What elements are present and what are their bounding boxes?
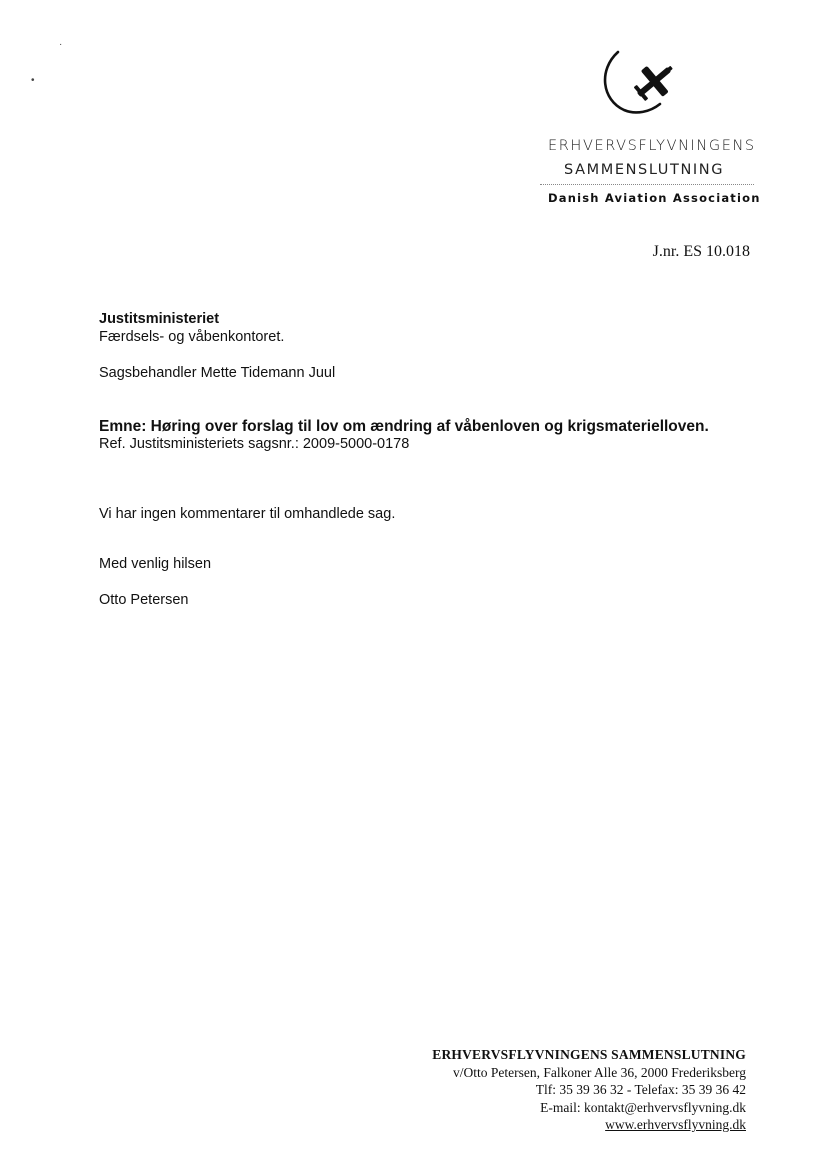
case-handler: Sagsbehandler Mette Tidemann Juul [99, 365, 336, 381]
scan-speck: · [59, 39, 63, 50]
letterhead-logo [540, 48, 761, 208]
subject-title: Emne: Høring over forslag til lov om ændring af våbenloven og krigsmaterielloven. [99, 418, 709, 435]
letter-body: Vi har ingen kommentarer til omhandlede sag. [99, 506, 396, 522]
footer-address: v/Otto Petersen, Falkoner Alle 36, 2000 Frederiksberg [453, 1064, 746, 1080]
journal-number: J.nr. ES 10.018 [652, 243, 750, 260]
footer-phone: Tlf: 35 39 36 32 - Telefax: 35 39 36 42 [535, 1082, 746, 1097]
footer-website-link[interactable]: www.erhvervsflyvning.dk [605, 1117, 746, 1132]
org-english-name: Danish Aviation Association [548, 191, 761, 205]
closing: Med venlig hilsen [99, 556, 212, 572]
scan-speck: • [31, 75, 35, 86]
org-name-line1: ERHVERVSFLYVNINGENS [548, 138, 756, 154]
airplane-swoosh-icon [588, 48, 688, 116]
letter-footer [432, 1046, 746, 1134]
recipient-office: Færdsels- og våbenkontoret. [99, 329, 285, 345]
letterhead-divider [540, 184, 754, 185]
recipient-name: Justitsministeriet [99, 311, 220, 327]
org-name-line2: SAMMENSLUTNING [564, 162, 725, 178]
subject-reference: Ref. Justitsministeriets sagsnr.: 2009-5000-0178 [99, 436, 410, 452]
signature: Otto Petersen [99, 592, 189, 608]
footer-email: E-mail: kontakt@erhvervsflyvning.dk [540, 1099, 746, 1115]
footer-organization: ERHVERVSFLYVNINGENS SAMMENSLUTNING [432, 1047, 746, 1062]
